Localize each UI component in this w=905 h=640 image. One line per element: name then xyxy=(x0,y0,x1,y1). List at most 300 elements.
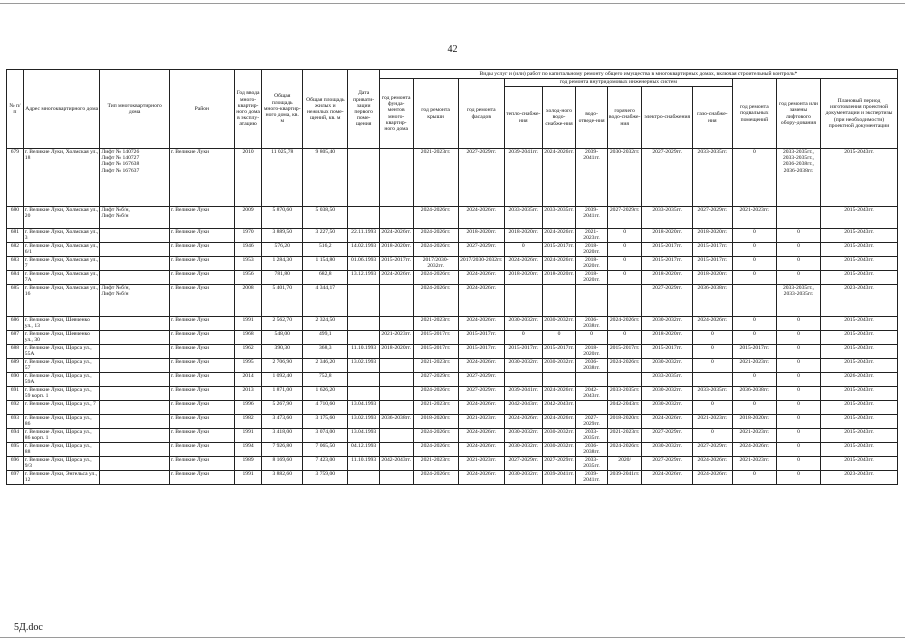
lift-cell: 2033-2035гг., 2033-2035гг., 2036-2038гг., 2036-2038гг. xyxy=(776,149,820,207)
hot-water-cell: 0 xyxy=(607,243,642,257)
year-cell: 1962 xyxy=(234,345,261,359)
living-area-cell: 682,8 xyxy=(303,271,348,285)
gas-cell: 2024-2026гг. xyxy=(692,317,732,331)
year-cell: 1968 xyxy=(234,331,261,345)
year-cell: 1995 xyxy=(234,359,261,373)
address-cell: г. Великие Луки, Холмская ул., 7А xyxy=(24,271,99,284)
electric-cell: 2015-2017гг. xyxy=(642,345,692,359)
row-number: 691 xyxy=(7,387,24,401)
total-area-cell: 11 025,78 xyxy=(262,149,303,207)
cold-water-cell: 2033-2035гг. xyxy=(542,207,576,229)
heat-cell: 2030-2032гг. xyxy=(504,429,542,443)
basement-cell: 2036-2038гг. xyxy=(732,387,776,401)
roof-cell: 2021-2023гг. xyxy=(413,317,458,331)
district-cell: г. Великие Луки xyxy=(169,271,234,285)
sewer-cell xyxy=(576,373,608,387)
facade-cell: 2027-2029гг. xyxy=(458,387,504,401)
plan-cell: 2015-2043гг. xyxy=(821,359,898,373)
basement-cell: 0 xyxy=(732,149,776,207)
hot-water-cell: 2024-2026гг. xyxy=(607,317,642,331)
foundation-cell xyxy=(379,317,413,331)
foundation-cell xyxy=(379,429,413,443)
living-area-cell: 499,1 xyxy=(303,331,348,345)
facade-cell: 2018-2020гг. xyxy=(458,229,504,243)
electric-cell: 2027-2029гг. xyxy=(642,149,692,207)
electric-cell: 2030-2032гг. xyxy=(642,401,692,415)
sewer-cell: 2042-2043гг. xyxy=(576,387,608,401)
foundation-cell: 2036-2038гг. xyxy=(379,415,413,429)
address-cell: г. Великие Луки, Холмская ул., 20 xyxy=(23,207,100,229)
sewer-cell: 2018-2020гг. xyxy=(576,345,608,359)
roof-cell: 2021-2023гг. xyxy=(413,359,458,373)
foundation-cell: 2024-2026гг. xyxy=(379,229,413,243)
lift-cell: 0 xyxy=(776,331,820,345)
basement-cell: 2021-2023гг. xyxy=(732,207,776,229)
sewer-cell: 2036-2038гг. xyxy=(576,443,608,457)
house-type-cell xyxy=(100,401,169,415)
foundation-cell: 2015-2017гг. xyxy=(379,257,413,271)
basement-cell xyxy=(732,285,776,317)
col-address-header: Адрес многоквартирного дома xyxy=(23,70,100,149)
district-cell: г. Великие Луки xyxy=(169,257,234,271)
house-type-cell xyxy=(100,317,169,331)
basement-cell: 0 xyxy=(732,331,776,345)
year-cell: 2009 xyxy=(234,207,261,229)
hot-water-cell: 2021-2023гг. xyxy=(607,429,642,443)
privatization-date-cell: 04.12.1993 xyxy=(348,443,380,457)
house-type-cell xyxy=(100,373,169,387)
house-type-cell xyxy=(100,271,169,285)
row-number: 695 xyxy=(7,443,24,457)
row-number: 679 xyxy=(7,149,24,207)
sewer-cell: 2033-2035гг. xyxy=(576,457,608,471)
col-roof-header: год ремонта крыши xyxy=(413,79,458,149)
total-area-cell: 5 870,60 xyxy=(262,207,303,229)
cold-water-cell: 2030-2032гг. xyxy=(542,317,576,331)
roof-cell: 2021-2023гг. xyxy=(413,149,458,207)
total-area-cell: 548,00 xyxy=(262,331,303,345)
cold-water-cell: 2027-2029гг. xyxy=(542,457,576,471)
address-cell: г. Великие Луки, Холмская ул., 3 xyxy=(24,229,99,242)
col-gas-header: газо-снабже-ния xyxy=(692,87,732,149)
gas-cell: 2027-2029гг. xyxy=(692,207,732,229)
gas-cell: 2033-2035гг. xyxy=(692,387,732,401)
facade-cell: 2015-2017гг. xyxy=(458,331,504,345)
basement-cell: 2021-2023гг. xyxy=(732,429,776,443)
total-area-cell: 1 092,40 xyxy=(262,373,303,387)
row-number: 694 xyxy=(7,429,24,443)
house-type-cell xyxy=(100,429,169,443)
facade-cell: 2024-2026гг. xyxy=(458,429,504,443)
table-row xyxy=(7,149,898,207)
header-row-1 xyxy=(7,70,898,79)
facade-cell: 2015-2017гг. xyxy=(458,345,504,359)
gas-cell: 2021-2023гг. xyxy=(692,415,732,429)
hot-water-cell: 2039-2041гг. xyxy=(607,471,642,485)
lift-cell: 2033-2035гг., 2033-2035гг. xyxy=(776,285,820,317)
house-type-cell xyxy=(100,471,169,485)
sewer-cell xyxy=(576,285,608,317)
lift-cell: 0 xyxy=(776,443,820,457)
facade-cell: 2024-2026гг. xyxy=(458,285,504,317)
plan-cell: 2015-2043гг. xyxy=(821,331,898,345)
heat-cell: 2039-2041гг. xyxy=(504,387,542,401)
facade-cell: 2024-2026гг. xyxy=(458,401,504,415)
total-area-cell: 2 706,90 xyxy=(262,359,303,373)
sewer-cell: 2018-2020гг. xyxy=(576,243,608,257)
plan-cell: 2015-2043гг. xyxy=(821,257,898,271)
total-area-cell: 3 882,60 xyxy=(262,471,303,485)
roof-cell: 2015-2017гг. xyxy=(413,345,458,359)
gas-cell: 2033-2035гг. xyxy=(692,149,732,207)
lift-cell: 0 xyxy=(776,229,820,243)
row-number: 681 xyxy=(7,229,24,243)
row-number: 683 xyxy=(7,257,24,271)
cold-water-cell: 2042-2043гг. xyxy=(542,401,576,415)
living-area-cell: 3 759,00 xyxy=(303,471,348,485)
electric-cell: 2015-2017гг. xyxy=(642,257,692,271)
house-type-cell xyxy=(100,345,169,359)
cold-water-cell: 2015-2017гг. xyxy=(542,243,576,257)
capital-repair-table xyxy=(6,69,898,485)
basement-cell: 0 xyxy=(732,257,776,271)
living-area-cell: 2 346,20 xyxy=(303,359,348,373)
gas-cell: 2024-2026гг. xyxy=(692,471,732,485)
sewer-cell: 0 xyxy=(576,331,608,345)
roof-cell: 2024-2026гг. xyxy=(413,243,458,257)
plan-cell: 2015-2043гг. xyxy=(821,271,898,285)
total-area-cell: 576,20 xyxy=(262,243,303,257)
heat-cell: 2024-2026гг. xyxy=(504,415,542,429)
year-cell: 1991 xyxy=(234,471,261,485)
table-row xyxy=(7,207,898,229)
district-cell: г. Великие Луки xyxy=(169,229,234,243)
basement-cell: 0 xyxy=(732,229,776,243)
facade-cell: 2024-2026гг. xyxy=(458,471,504,485)
gas-cell: 2015-2017гг. xyxy=(692,243,732,257)
total-area-cell: 781,80 xyxy=(262,271,303,285)
gas-cell: 0 xyxy=(692,429,732,443)
sewer-cell: 2039-2041гг. xyxy=(576,149,608,207)
basement-cell: 0 xyxy=(732,471,776,485)
basement-cell: 0 xyxy=(732,271,776,285)
privatization-date-cell: 01.06.1993 xyxy=(348,257,380,271)
living-area-cell: 1 154,80 xyxy=(303,257,348,271)
district-cell: г. Великие Луки xyxy=(169,387,234,401)
basement-cell: 2021-2023гг. xyxy=(732,457,776,471)
privatization-date-cell: 14.02.1993 xyxy=(348,243,380,257)
heat-cell: 2015-2017гг. xyxy=(504,345,542,359)
living-area-cell: 4 344,17 xyxy=(303,285,348,317)
house-type-cell xyxy=(100,415,169,429)
cold-water-cell: 2030-2032гг. xyxy=(542,443,576,457)
plan-cell: 2023-2043гг. xyxy=(821,285,898,317)
house-type-cell xyxy=(100,443,169,457)
address-cell: г. Великие Луки, Холмская ул., 7 xyxy=(24,257,99,270)
year-cell: 1946 xyxy=(234,243,261,257)
scan-edge-line xyxy=(0,637,905,638)
foundation-cell xyxy=(379,443,413,457)
roof-cell: 2024-2026гг. xyxy=(413,207,458,229)
district-cell: г. Великие Луки xyxy=(169,331,234,345)
lift-cell: 0 xyxy=(776,429,820,443)
year-cell: 2010 xyxy=(234,149,261,207)
address-cell: г. Великие Луки, Холмская ул., 18 xyxy=(23,149,100,207)
privatization-date-cell: 11.10.1993 xyxy=(348,345,380,359)
facade-cell: 2024-2026гг. xyxy=(458,359,504,373)
foundation-cell xyxy=(379,471,413,485)
heat-cell: 2042-2043гг. xyxy=(504,401,542,415)
roof-cell: 2018-2020гг. xyxy=(413,415,458,429)
lift-cell: 0 xyxy=(776,271,820,285)
gas-cell: 2027-2029гг. xyxy=(692,443,732,457)
sewer-cell: 2039-2041гг. xyxy=(576,207,608,229)
hot-water-cell: 2030-2032гг. xyxy=(607,149,642,207)
lift-cell: 0 xyxy=(776,457,820,471)
lift-cell: 0 xyxy=(776,387,820,401)
hot-water-cell: 2015-2017гг. xyxy=(607,345,642,359)
table-row xyxy=(7,415,898,429)
page-number: 42 xyxy=(447,44,458,55)
foundation-cell: 2018-2020гг. xyxy=(379,345,413,359)
living-area-cell: 3 227,50 xyxy=(303,229,348,243)
plan-cell: 2015-2043гг. xyxy=(821,345,898,359)
cold-water-cell: 2015-2017гг. xyxy=(542,345,576,359)
hot-water-cell: 2024-2026гг. xyxy=(607,443,642,457)
foundation-cell: 2042-2043гг. xyxy=(379,457,413,471)
row-number: 693 xyxy=(7,415,24,429)
plan-cell: 2026-2043гг. xyxy=(821,373,898,387)
hot-water-cell xyxy=(607,373,642,387)
year-cell: 1994 xyxy=(234,443,261,457)
sewer-cell: 2021-2023гг. xyxy=(576,229,608,243)
col-hot-water-header: горячего водо-снабже-ния xyxy=(607,87,642,149)
col-plan-header: Плановый период изготовления проектной документации и экспертизы (при необходимости) проектной документации xyxy=(821,79,898,149)
cold-water-cell: 2024-2026гг. xyxy=(542,149,576,207)
total-area-cell: 1 871,00 xyxy=(262,387,303,401)
total-area-cell: 1 284,30 xyxy=(262,257,303,271)
electric-cell: 2030-2032гг. xyxy=(642,387,692,401)
year-cell: 1956 xyxy=(234,271,261,285)
address-cell: г. Великие Луки, Холмская ул., 16 xyxy=(23,285,100,317)
electric-cell: 2027-2029гг. xyxy=(642,457,692,471)
electric-cell: 2030-2032гг. xyxy=(642,443,692,457)
privatization-date-cell: 13.02.1993 xyxy=(348,415,380,429)
gas-cell: 0 xyxy=(692,345,732,359)
row-number: 692 xyxy=(7,401,24,415)
privatization-date-cell xyxy=(348,285,380,317)
heat-cell: 2033-2035гг. xyxy=(504,207,542,229)
facade-cell: 2024-2026гг. xyxy=(458,271,504,285)
privatization-date-cell xyxy=(348,149,380,207)
facade-cell: 2024-2026гг. xyxy=(458,317,504,331)
electric-cell: 2030-2032гг. xyxy=(642,317,692,331)
sewer-cell: 2033-2035гг. xyxy=(576,429,608,443)
foundation-cell: 2018-2020гг. xyxy=(379,243,413,257)
table-row xyxy=(7,229,898,243)
row-number: 682 xyxy=(7,243,24,257)
lift-cell: 0 xyxy=(776,257,820,271)
electric-cell: 2018-2020гг. xyxy=(642,331,692,345)
footer-filename: 5Д.doc xyxy=(14,622,43,633)
col-lift-header: год ремонта или замены лифтового обору-дования xyxy=(776,79,820,149)
year-cell: 2014 xyxy=(234,373,261,387)
table-row xyxy=(7,457,898,471)
lift-cell: 0 xyxy=(776,359,820,373)
hot-water-cell: 2018-2020гг. xyxy=(607,415,642,429)
year-cell: 1991 xyxy=(234,317,261,331)
heat-cell: 2018-2020гг. xyxy=(504,229,542,243)
lift-cell: 0 xyxy=(776,471,820,485)
district-cell: г. Великие Луки xyxy=(169,429,234,443)
total-area-cell: 3 473,60 xyxy=(262,415,303,429)
table-row xyxy=(7,331,898,345)
electric-cell: 2015-2017гг. xyxy=(642,243,692,257)
gas-cell: 0 xyxy=(692,359,732,373)
row-number: 685 xyxy=(7,285,24,317)
basement-cell: 0 xyxy=(732,401,776,415)
plan-cell: 2015-2043гг. xyxy=(821,149,898,207)
gas-cell: 2018-2020гг. xyxy=(692,229,732,243)
table-row xyxy=(7,285,898,317)
year-cell: 1996 xyxy=(234,401,261,415)
facade-cell: 2027-2029гг. xyxy=(458,243,504,257)
gas-cell: 0 xyxy=(692,331,732,345)
house-type-cell: Лифт №б/н, Лифт №б/н xyxy=(100,207,169,229)
scan-edge-line xyxy=(0,3,905,4)
privatization-date-cell xyxy=(348,387,380,401)
row-number: 687 xyxy=(7,331,24,345)
foundation-cell: 2021-2023гг. xyxy=(379,331,413,345)
cold-water-cell xyxy=(542,285,576,317)
table-row xyxy=(7,471,898,485)
cold-water-cell: 2024-2026гг. xyxy=(542,387,576,401)
house-type-cell xyxy=(100,243,169,257)
living-area-cell: 4 710,60 xyxy=(303,401,348,415)
total-area-cell: 5 401,70 xyxy=(262,285,303,317)
plan-cell: 2015-2043гг. xyxy=(821,317,898,331)
basement-cell: 0 xyxy=(732,373,776,387)
living-area-cell: 3 074,00 xyxy=(303,429,348,443)
heat-cell xyxy=(504,373,542,387)
heat-cell: 0 xyxy=(504,243,542,257)
total-area-cell: 8 169,60 xyxy=(262,457,303,471)
district-cell: г. Великие Луки xyxy=(169,317,234,331)
living-area-cell: 516,2 xyxy=(303,243,348,257)
heat-cell: 2030-2032гг. xyxy=(504,471,542,485)
gas-cell: 2018-2020гг. xyxy=(692,271,732,285)
row-number: 697 xyxy=(7,471,24,485)
roof-cell: 2024-2026гг. xyxy=(413,471,458,485)
row-number: 690 xyxy=(7,373,24,387)
col-foundation-header: год ремонта фунда-ментов много-квартир-ного дома xyxy=(379,79,413,149)
privatization-date-cell: 22.11.1993 xyxy=(348,229,380,243)
total-area-cell: 390,30 xyxy=(262,345,303,359)
sewer-cell: 2039-2041гг. xyxy=(576,471,608,485)
table-row xyxy=(7,429,898,443)
total-area-cell: 3 889,50 xyxy=(262,229,303,243)
year-cell: 1953 xyxy=(234,257,261,271)
hot-water-cell: 2020/ xyxy=(607,457,642,471)
gas-cell xyxy=(692,373,732,387)
facade-cell: 2017/2030-2032гг. xyxy=(458,257,504,271)
heat-cell xyxy=(504,285,542,317)
district-cell: г. Великие Луки xyxy=(169,207,234,229)
basement-cell: 2015-2017гг. xyxy=(732,345,776,359)
house-type-cell xyxy=(100,257,169,271)
roof-cell: 2024-2026гг. xyxy=(413,271,458,285)
col-sewer-header: водо-отведе-ния xyxy=(576,87,608,149)
address-cell: г. Великие Луки, Холмская ул., 6/1 xyxy=(24,243,99,256)
privatization-date-cell xyxy=(348,207,380,229)
hot-water-cell: 0 xyxy=(607,229,642,243)
facade-cell: 2024-2026гг. xyxy=(458,207,504,229)
plan-cell: 2015-2043гг. xyxy=(821,443,898,457)
foundation-cell xyxy=(379,149,413,207)
plan-cell: 2015-2043гг. xyxy=(821,415,898,429)
living-area-cell: 9 805,40 xyxy=(303,149,348,207)
heat-cell: 0 xyxy=(504,331,542,345)
foundation-cell xyxy=(379,285,413,317)
gas-cell: 0 xyxy=(692,401,732,415)
district-cell: г. Великие Луки xyxy=(169,471,234,485)
foundation-cell xyxy=(379,207,413,229)
address-cell: г. Великие Луки, Щорса ул., 59 корп. 1 xyxy=(23,387,100,401)
plan-cell: 2015-2043гг. xyxy=(821,429,898,443)
privatization-date-cell: 13.04.1993 xyxy=(348,429,380,443)
hot-water-cell: 0 xyxy=(607,257,642,271)
row-number: 686 xyxy=(7,317,24,331)
col-year-header: Год ввода много-квартир-ного дома в эксплу-атацию xyxy=(234,70,261,149)
living-area-cell: 5 038,50 xyxy=(303,207,348,229)
table-row xyxy=(7,317,898,331)
basement-cell: 2018-2020гг. xyxy=(732,415,776,429)
systems-group-header: год ремонта внутридомовых инженерных систем xyxy=(504,79,732,87)
privatization-date-cell xyxy=(348,317,380,331)
table-row xyxy=(7,257,898,271)
sewer-cell: 2027-2029гг. xyxy=(576,415,608,429)
house-type-cell xyxy=(100,331,169,345)
lift-cell xyxy=(776,207,820,229)
sewer-cell: 2018-2020гг. xyxy=(576,257,608,271)
heat-cell: 2024-2026гг. xyxy=(504,257,542,271)
address-cell: г. Великие Луки, Шевченко ул., 13 xyxy=(23,317,100,331)
gas-cell: 2015-2017гг. xyxy=(692,257,732,271)
col-num-header: № п/п xyxy=(7,70,24,149)
living-area-cell: 1 626,20 xyxy=(303,387,348,401)
plan-cell: 2015-2043гг. xyxy=(821,401,898,415)
privatization-date-cell xyxy=(348,373,380,387)
house-type-cell: Лифт № 140726 Лифт № 140727 Лифт № 167638 Лифт № 167637 xyxy=(100,149,169,207)
electric-cell: 2027-2029гг. xyxy=(642,429,692,443)
electric-cell: 2033-2035гг. xyxy=(642,207,692,229)
roof-cell: 2024-2026гг. xyxy=(413,285,458,317)
electric-cell: 2033-2035гг. xyxy=(642,373,692,387)
lift-cell: 0 xyxy=(776,243,820,257)
house-type-cell: Лифт №б/н, Лифт №б/н xyxy=(100,285,169,317)
district-cell: г. Великие Луки xyxy=(169,415,234,429)
facade-cell: 2021-2023гг. xyxy=(458,415,504,429)
address-cell: г. Великие Луки, Шевченко ул., 30 xyxy=(23,331,100,345)
address-cell: г. Великие Луки, Щорса ул., 86 xyxy=(23,415,100,429)
privatization-date-cell xyxy=(348,471,380,485)
district-cell: г. Великие Луки xyxy=(169,373,234,387)
privatization-date-cell xyxy=(348,331,380,345)
plan-cell: 2015-2043гг. xyxy=(821,387,898,401)
cold-water-cell: 2024-2026гг. xyxy=(542,415,576,429)
privatization-date-cell: 13.12.1993 xyxy=(348,271,380,285)
row-number: 684 xyxy=(7,271,24,285)
